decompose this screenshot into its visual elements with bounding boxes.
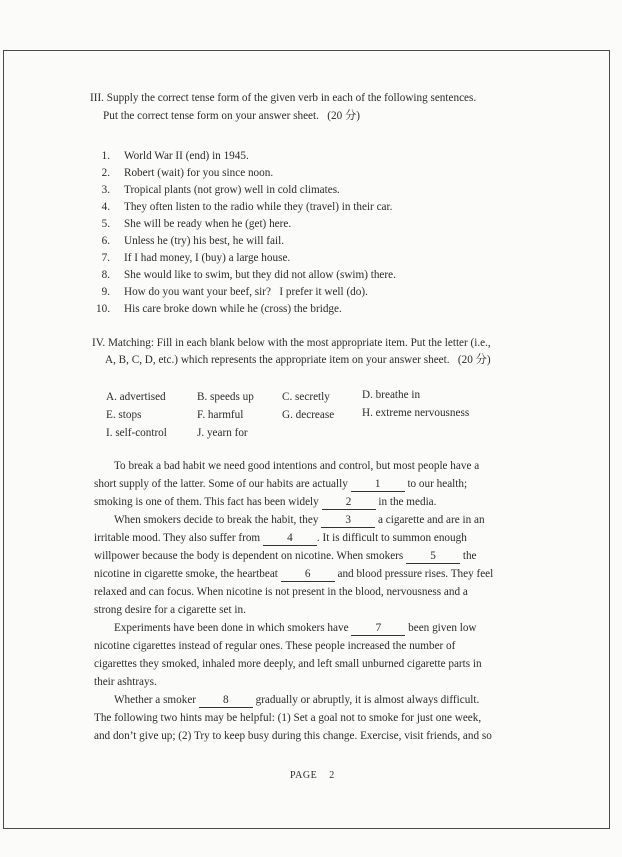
passage-line: nicotine cigarettes instead of regular ones. These people increased the number of — [94, 640, 456, 652]
section3-heading-line2: Put the correct tense form on your answer sheet. (20 分) — [103, 110, 360, 122]
blank-1: 1 — [351, 478, 405, 492]
option-item: I. self-control — [106, 427, 167, 439]
list-item-text: They often listen to the radio while they (travel) in their car. — [124, 201, 393, 213]
passage-line: When smokers decide to break the habit, they 3 a cigarette and are in an — [114, 514, 485, 526]
blank-3: 3 — [321, 514, 375, 528]
section4-heading-line2: A, B, C, D, etc.) which represents the appropriate item on your answer sheet. (20 分) — [105, 354, 491, 366]
list-item-number: 4. — [101, 201, 110, 213]
passage-line: their ashtrays. — [94, 676, 157, 688]
passage-line: relaxed and can focus. When nicotine is not present in the blood, nervousness and a — [94, 586, 468, 598]
option-item: H. extreme nervousness — [362, 407, 470, 419]
passage-line: cigarettes they smoked, inhaled more deeply, and left small unburned cigarette parts in — [94, 658, 482, 670]
list-item-text: His care broke down while he (cross) the bridge. — [124, 303, 342, 315]
option-item: B. speeds up — [197, 391, 254, 403]
list-item-text: Tropical plants (not grow) well in cold climates. — [124, 184, 340, 196]
passage-line: willpower because the body is dependent on nicotine. When smokers 5 the — [94, 550, 477, 562]
passage-line: short supply of the latter. Some of our habits are actually 1 to our health; — [94, 478, 468, 490]
option-item: E. stops — [106, 409, 142, 421]
list-item-text: She would like to swim, but they did not allow (swim) there. — [124, 269, 396, 281]
passage-line: and don’t give up; (2) Try to keep busy during this change. Exercise, visit friends, and so — [94, 730, 492, 742]
list-item-text: If I had money, I (buy) a large house. — [124, 252, 291, 264]
option-item: F. harmful — [197, 409, 244, 421]
passage-line: strong desire for a cigarette set in. — [94, 604, 246, 616]
list-item-number: 5. — [101, 218, 110, 230]
option-item: J. yearn for — [197, 427, 248, 439]
list-item-number: 2. — [101, 167, 110, 179]
option-item: G. decrease — [282, 409, 335, 421]
list-item-number: 6. — [101, 235, 110, 247]
passage-line: smoking is one of them. This fact has been widely 2 in the media. — [94, 496, 437, 508]
passage-line: The following two hints may be helpful: (1) Set a goal not to smoke for just one week, — [94, 712, 482, 724]
passage-line: To break a bad habit we need good intentions and control, but most people have a — [114, 460, 480, 472]
passage-line: nicotine in cigarette smoke, the heartbeat 6 and blood pressure rises. They feel — [94, 568, 494, 580]
option-item: C. secretly — [282, 391, 330, 403]
page-number: PAGE 2 — [290, 770, 335, 781]
list-item-number: 3. — [101, 184, 110, 196]
list-item-number: 1. — [101, 150, 110, 162]
list-item-number: 7. — [101, 252, 110, 264]
option-item: A. advertised — [106, 391, 166, 403]
blank-4: 4 — [263, 532, 317, 546]
blank-2: 2 — [322, 496, 376, 510]
list-item-number: 9. — [101, 286, 110, 298]
blank-5: 5 — [406, 550, 460, 564]
option-item: D. breathe in — [362, 389, 421, 401]
list-item-text: She will be ready when he (get) here. — [124, 218, 292, 230]
blank-7: 7 — [351, 622, 405, 636]
blank-8: 8 — [199, 694, 253, 708]
list-item-number: 10. — [96, 303, 110, 315]
section3-heading-line1: III. Supply the correct tense form of the given verb in each of the following sentences. — [90, 92, 477, 104]
list-item-text: Unless he (try) his best, he will fail. — [124, 235, 285, 247]
passage-line: Experiments have been done in which smokers have 7 been given low — [114, 622, 477, 634]
passage-line: Whether a smoker 8 gradually or abruptly, it is almost always difficult. — [114, 694, 480, 706]
list-item-text: How do you want your beef, sir? I prefer it well (do). — [124, 286, 368, 298]
blank-6: 6 — [281, 568, 335, 582]
list-item-text: Robert (wait) for you since noon. — [124, 167, 274, 179]
passage-line: irritable mood. They also suffer from 4 . It is difficult to summon enough — [94, 532, 467, 544]
list-item-number: 8. — [101, 269, 110, 281]
section4-heading-line1: IV. Matching: Fill in each blank below with the most appropriate item. Put the letter (i.e., — [92, 337, 491, 349]
list-item-text: World War II (end) in 1945. — [124, 150, 249, 162]
